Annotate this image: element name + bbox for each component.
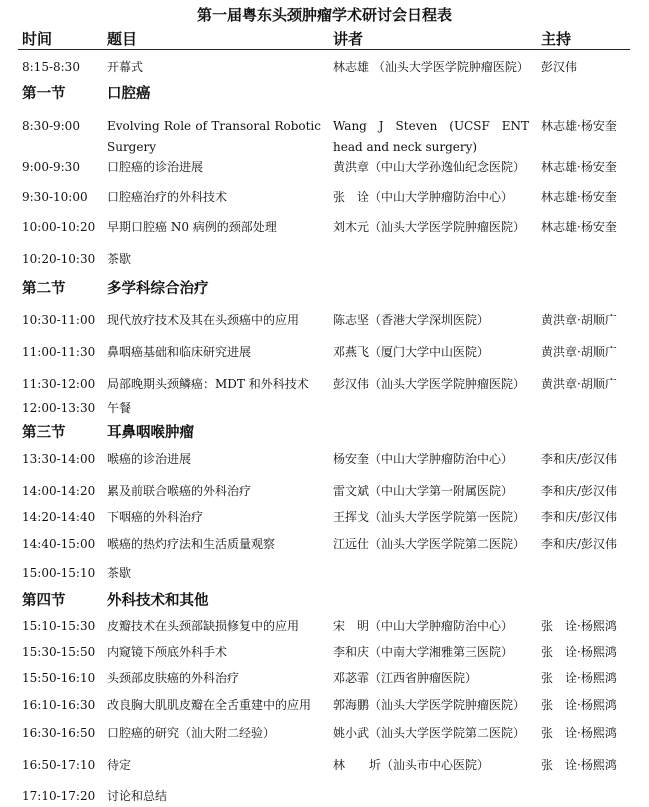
row-chair: 张 诠·杨熙鸿 <box>541 726 617 740</box>
header-chair: 主持 <box>541 30 572 48</box>
row-speaker: 李和庆（中南大学湘雅第三医院） <box>333 645 514 659</box>
row-chair: 黄洪章·胡顺广 <box>541 345 617 359</box>
row-time: 10:30-11:00 <box>22 313 96 327</box>
row-time: 10:00-10:20 <box>22 220 96 234</box>
row-speaker: 刘木元（汕头大学医学院肿瘤医院） <box>333 220 526 234</box>
row-time: 8:15-8:30 <box>22 60 80 74</box>
section-label: 第一节 <box>22 85 66 102</box>
row-time: 16:50-17:10 <box>22 758 96 772</box>
row-chair: 黄洪章·胡顺广 <box>541 377 617 391</box>
section-label: 第四节 <box>22 592 66 609</box>
row-time: 12:00-13:30 <box>22 401 96 415</box>
row-speaker: 陈志坚（香港大学深圳医院） <box>333 313 490 327</box>
header-speaker: 讲者 <box>333 30 364 48</box>
row-time: 15:50-16:10 <box>22 671 96 685</box>
row-chair: 彭汉伟 <box>541 60 578 74</box>
row-chair: 张 诠·杨熙鸿 <box>541 645 617 659</box>
row-speaker: 江远仕（汕头大学医学院第二医院） <box>333 537 526 551</box>
row-topic: 口腔癌治疗的外科技术 <box>107 190 228 204</box>
row-topic: 内窥镜下颅底外科手术 <box>107 645 228 659</box>
row-speaker: 张 诠（中山大学肿瘤防治中心） <box>333 190 514 204</box>
row-chair: 林志雄·杨安奎 <box>541 220 617 234</box>
row-topic: 头颈部皮肤癌的外科治疗 <box>107 671 240 685</box>
row-time: 15:30-15:50 <box>22 645 96 659</box>
row-time: 9:00-9:30 <box>22 160 80 174</box>
section-title: 多学科综合治疗 <box>107 280 209 297</box>
page-title: 第一届粤东头颈肿瘤学术研讨会日程表 <box>196 6 452 24</box>
row-time: 16:30-16:50 <box>22 726 96 740</box>
row-topic: 累及前联合喉癌的外科治疗 <box>107 484 252 498</box>
section-label: 第二节 <box>22 280 66 297</box>
section-title: 外科技术和其他 <box>107 592 209 609</box>
row-speaker: 杨安奎（中山大学肿瘤防治中心） <box>333 452 514 466</box>
section-title: 耳鼻咽喉肿瘤 <box>107 424 194 441</box>
row-topic: 现代放疗技术及其在头颈癌中的应用 <box>107 313 300 327</box>
row-topic: 喉癌的诊治进展 <box>107 452 192 466</box>
row-topic: 早期口腔癌 N0 病例的颈部处理 <box>107 220 277 234</box>
row-chair: 张 诠·杨熙鸿 <box>541 698 617 712</box>
row-time: 16:10-16:30 <box>22 698 96 712</box>
row-time: 11:30-12:00 <box>22 377 96 391</box>
row-speaker: 雷文斌（中山大学第一附属医院） <box>333 484 514 498</box>
row-topic: 下咽癌的外科治疗 <box>107 510 204 524</box>
row-chair: 张 诠·杨熙鸿 <box>541 758 617 772</box>
row-speaker: 郭海鹏（汕头大学医学院肿瘤医院） <box>333 698 526 712</box>
row-chair: 林志雄·杨安奎 <box>541 160 617 174</box>
row-topic: 鼻咽癌基础和临床研究进展 <box>107 345 252 359</box>
row-time: 15:10-15:30 <box>22 619 96 633</box>
header-topic: 题目 <box>107 30 138 48</box>
row-chair: 张 诠·杨熙鸿 <box>541 671 617 685</box>
row-topic: 局部晚期头颈鳞癌：MDT 和外科技术 <box>107 377 309 391</box>
row-topic: 茶歇 <box>107 252 132 266</box>
row-time: 14:40-15:00 <box>22 537 96 551</box>
row-chair: 李和庆/彭汉伟 <box>541 484 618 498</box>
header-time: 时间 <box>22 30 53 48</box>
row-topic: Evolving Role of Transoral Robotic Surgery <box>107 119 321 154</box>
row-speaker: 彭汉伟（汕头大学医学院肿瘤医院） <box>333 377 526 391</box>
row-time: 14:00-14:20 <box>22 484 96 498</box>
row-time: 8:30-9:00 <box>22 119 80 133</box>
row-speaker: 王挥戈（汕头大学医学院第一医院） <box>333 510 526 524</box>
row-chair: 李和庆/彭汉伟 <box>541 510 618 524</box>
row-chair: 张 诠·杨熙鸿 <box>541 619 617 633</box>
row-speaker: 林志雄 （汕头大学医学院肿瘤医院） <box>333 60 529 74</box>
row-speaker: 邓燕飞（厦门大学中山医院） <box>333 345 490 359</box>
row-topic: 待定 <box>107 758 132 772</box>
row-speaker: 邓苾霏（江西省肿瘤医院） <box>333 671 478 685</box>
row-topic: 讨论和总结 <box>107 789 168 803</box>
row-chair: 李和庆/彭汉伟 <box>541 537 618 551</box>
row-speaker: 林 圻（汕头市中心医院） <box>333 758 490 772</box>
row-topic: 改良胸大肌肌皮瓣在全舌重建中的应用 <box>107 698 312 712</box>
row-chair: 林志雄·杨安奎 <box>541 190 617 204</box>
row-speaker: 姚小武（汕头大学医学院第二医院） <box>333 726 526 740</box>
row-chair: 林志雄·杨安奎 <box>541 119 617 133</box>
row-time: 15:00-15:10 <box>22 566 96 580</box>
row-time: 14:20-14:40 <box>22 510 96 524</box>
row-speaker: Wang J Steven (UCSF ENT head and neck surgery) <box>333 119 529 154</box>
row-chair: 黄洪章·胡顺广 <box>541 313 617 327</box>
section-title: 口腔癌 <box>107 85 151 102</box>
row-topic: 喉癌的热灼疗法和生活质量观察 <box>107 537 276 551</box>
section-label: 第三节 <box>22 424 66 441</box>
row-time: 9:30-10:00 <box>22 190 88 204</box>
row-time: 11:00-11:30 <box>22 345 96 359</box>
row-topic: 开幕式 <box>107 60 144 74</box>
row-time: 17:10-17:20 <box>22 789 96 803</box>
row-topic: 皮瓣技术在头颈部缺损修复中的应用 <box>107 619 300 633</box>
row-topic: 口腔癌的诊治进展 <box>107 160 204 174</box>
row-time: 13:30-14:00 <box>22 452 96 466</box>
row-topic: 茶歇 <box>107 566 132 580</box>
row-speaker: 黄洪章（中山大学孙逸仙纪念医院） <box>333 160 526 174</box>
row-topic: 午餐 <box>107 401 132 415</box>
header-divider <box>18 49 630 50</box>
row-topic: 口腔癌的研究（汕大附二经验） <box>107 726 276 740</box>
row-speaker: 宋 明（中山大学肿瘤防治中心） <box>333 619 514 633</box>
row-time: 10:20-10:30 <box>22 252 96 266</box>
row-chair: 李和庆/彭汉伟 <box>541 452 618 466</box>
